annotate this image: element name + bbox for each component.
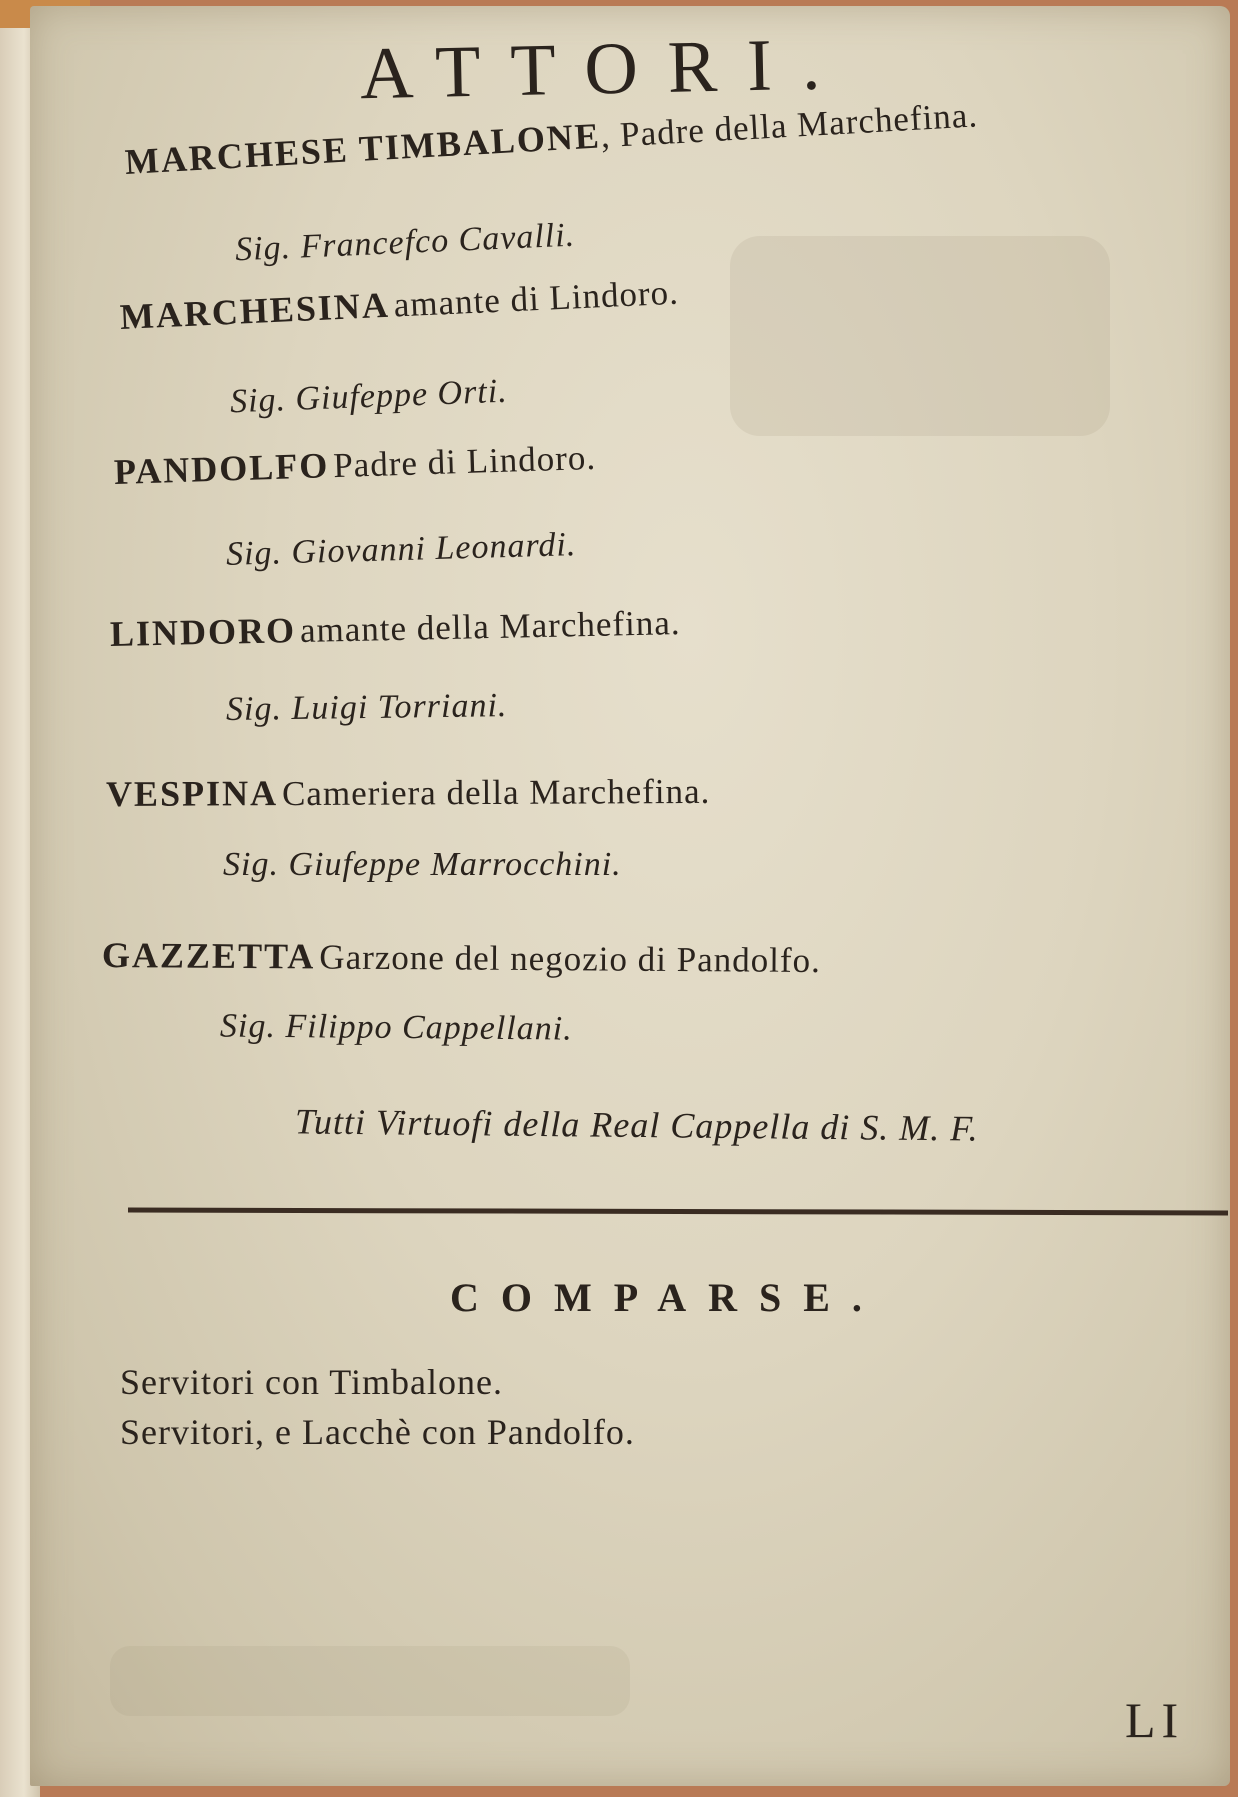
role-name: PANDOLFO — [113, 445, 330, 492]
singer-name: Sig. Giovanni Leonardi. — [225, 526, 577, 573]
singer-name: Sig. Filippo Cappellani. — [219, 1007, 573, 1048]
role-name: VESPINA — [105, 773, 279, 814]
cast-entry-vespina — [106, 770, 711, 815]
bleed-through-shadow — [730, 236, 1110, 436]
footnote: Tutti Virtuofi della Real Cappella di S. M. F. — [294, 1101, 979, 1149]
role-description: Garzone del negozio di Pandolfo. — [319, 937, 821, 981]
role-name: MARCHESE TIMBALONE — [123, 115, 602, 182]
cast-entry-marchesina — [119, 271, 680, 338]
comparse-title: COMPARSE. — [450, 1275, 884, 1320]
comparse-line: Servitori, e Lacchè con Pandolfo. — [120, 1412, 635, 1452]
cast-entry-gazzetta — [102, 934, 821, 981]
page-number: LI — [1125, 1692, 1185, 1748]
role-name: LINDORO — [109, 610, 297, 654]
role-description: Cameriera della Marchefina. — [281, 771, 711, 814]
divider-rule — [128, 1208, 1228, 1216]
cast-entry-pandolfo — [113, 436, 596, 493]
page-title: ATTORI. — [359, 23, 852, 116]
bleed-through-shadow-2 — [110, 1646, 630, 1716]
comparse-line: Servitori con Timbalone. — [120, 1362, 503, 1402]
role-description: , Padre della Marchefina. — [599, 95, 979, 156]
role-name: GAZZETTA — [101, 935, 316, 977]
role-name: MARCHESINA — [119, 284, 391, 337]
singer-name: Sig. Luigi Torriani. — [225, 687, 508, 728]
singer-name: Sig. Francefco Cavalli. — [234, 216, 576, 269]
singer-name: Sig. Giufeppe Marrocchini. — [223, 846, 622, 883]
cast-entry-lindoro — [110, 601, 681, 655]
role-description: amante della Marchefina. — [299, 603, 681, 651]
role-description: Padre di Lindoro. — [332, 437, 597, 486]
book-page — [30, 6, 1230, 1786]
role-description: amante di Lindoro. — [392, 272, 680, 325]
singer-name: Sig. Giufeppe Orti. — [229, 372, 509, 421]
